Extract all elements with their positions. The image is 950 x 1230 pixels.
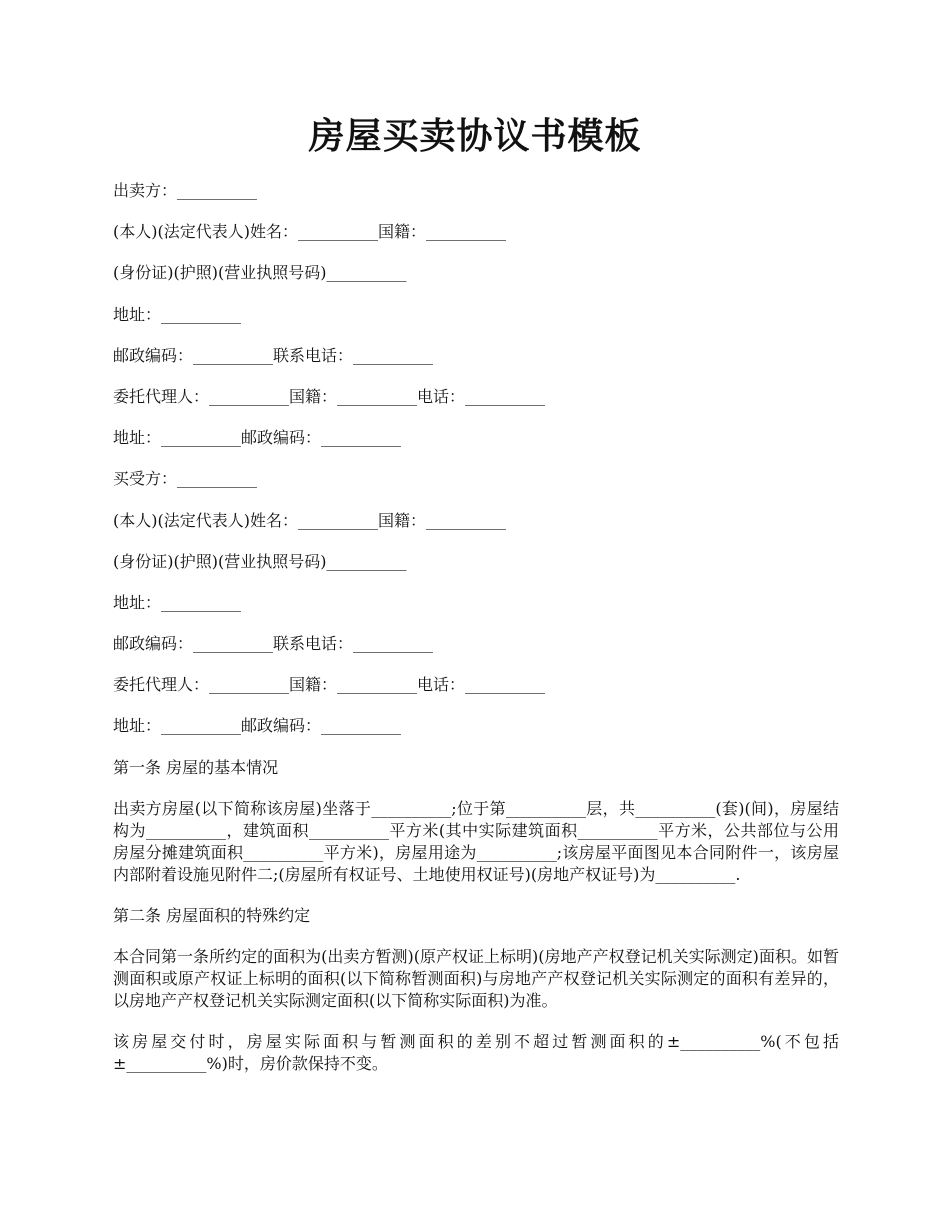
article-2-text: 本合同第一条所约定的面积为(出卖方暂测)(原产权证上标明)(房地产产权登记机关实际测定)面积。如暂测面积或原产权证上标明的面积(以下简称暂测面积)与房地产产权登记机关实际测定的面积有差异的，以房地产产权登记机关实际测定面积(以下简称实际面积)为准。: [113, 947, 839, 1010]
buyer-agent-address: 地址：__________邮政编码：__________: [113, 716, 402, 736]
buyer-postcode-phone: 邮政编码：__________联系电话：__________: [113, 634, 434, 654]
seller-postcode-phone: 邮政编码：__________联系电话：__________: [113, 345, 434, 365]
buyer-name-nationality: (本人)(法定代表人)姓名：__________国籍：__________: [113, 510, 506, 530]
seller-name-nationality: (本人)(法定代表人)姓名：__________国籍：__________: [113, 222, 506, 242]
seller-agent-address: 地址：__________邮政编码：__________: [113, 428, 402, 448]
article-1-heading: 第一条 房屋的基本情况: [113, 757, 279, 777]
article-1-text: 出卖方房屋(以下简称该房屋)坐落于__________;位于第__________层，共__________(套)(间)，房屋结构为__________，建筑面积__________平方米(其中实际建筑面积__________平方米，公共部位与公用房屋分摊建筑面积__________平方米)，房屋用途为__________;该房屋平面图见本合同附件一，该房屋内部附着设施见附件二;(房屋所有权证号、土地使用权证号)(房地产权证号)为__________.: [113, 798, 839, 884]
seller-address: 地址：__________: [113, 304, 242, 324]
buyer-address: 地址：__________: [113, 592, 242, 612]
document-title: 房屋买卖协议书模板: [308, 115, 642, 157]
article-2-heading: 第二条 房屋面积的特殊约定: [113, 905, 311, 925]
seller-id-number: (身份证)(护照)(营业执照号码)__________: [113, 263, 407, 283]
document-body: [113, 180, 839, 1092]
buyer-agent: 委托代理人：__________国籍：__________电话：__________: [113, 675, 546, 695]
article-2-text-2: 该房屋交付时，房屋实际面积与暂测面积的差别不超过暂测面积的±__________%(不包括±__________%)时，房价款保持不变。: [113, 1032, 839, 1073]
seller-label: 出卖方：__________: [113, 181, 258, 200]
buyer-id-number: (身份证)(护照)(营业执照号码)__________: [113, 551, 407, 571]
buyer-label: 买受方：__________: [113, 469, 258, 489]
seller-agent: 委托代理人：__________国籍：__________电话：__________: [113, 386, 546, 406]
